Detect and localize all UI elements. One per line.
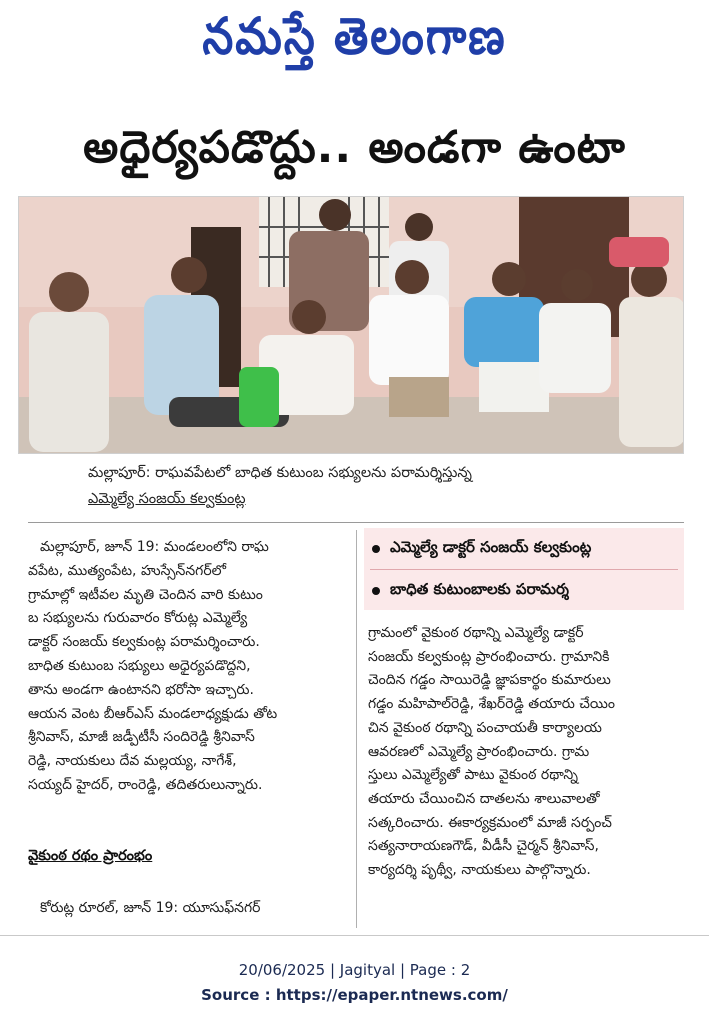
article-line: సత్కరించారు. ఈకార్యక్రమంలో మాజీ సర్పంచ్ [368, 814, 612, 831]
headline [0, 118, 709, 188]
article-line: చిన వైకుంఠ రథాన్ని పంచాయతీ కార్యాలయ [368, 719, 602, 736]
masthead-logo [0, 8, 709, 78]
article-line: బ సభ్యులను గురువారం కోరుట్ల ఎమ్మెల్యే [28, 610, 248, 627]
article-line: గ్రామంలో వైకుంఠ రథాన్ని ఎమ్మెల్యే డాక్టర్ [368, 625, 584, 641]
article-line: కార్యదర్శి పృథ్వీ, నాయకులు పాల్గొన్నారు. [368, 862, 591, 879]
highlight-box [364, 528, 684, 610]
page-footer [0, 958, 709, 1008]
footer-date-edition: 20/06/2025 | Jagityal | Page : 2 [238, 961, 471, 979]
article-second-story-start: కోరుట్ల రూరల్, జూన్ 19: యూసుఫ్‌నగర్ [40, 900, 261, 916]
article-line: స్తులు ఎమ్మెల్యేతో పాటు వైకుంఠ రథాన్ని [368, 767, 578, 784]
highlight-item [364, 570, 684, 611]
bullet-icon [372, 545, 380, 553]
highlight-item [364, 528, 684, 569]
article-line: వపేట, ముత్యంపేట, హుస్సేన్‌నగర్‌లో [28, 562, 227, 579]
highlight-text: ఎమ్మెల్యే డాక్టర్ సంజయ్ కల్వకుంట్ల [390, 537, 592, 556]
article-line: రెడ్డి, నాయకులు దేవ మల్లయ్య, నాగేశ్, [28, 753, 237, 770]
article-line: గడ్డం మహిపాల్‌రెడ్డి, శేఖర్‌రెడ్డి తయారు చేయిం [368, 696, 616, 713]
column-divider [356, 530, 357, 928]
article-line: సంజయ్ కల్వకుంట్ల ప్రారంభించారు. గ్రామానికి [368, 648, 610, 665]
divider-bottom [0, 935, 709, 936]
article-line: బాధిత కుటుంబ సభ్యులు అధైర్యపడొద్దని, [28, 657, 251, 674]
article-column-right [368, 622, 686, 883]
article-line: గ్రామాల్లో ఇటీవల మృతి చెందిన వారి కుటుం [28, 586, 263, 603]
divider-top [28, 522, 684, 523]
article-line: తాను అండగా ఉంటానని భరోసా ఇచ్చారు. [28, 681, 254, 698]
article-column-left [28, 536, 344, 798]
article-line: ఆయన వెంట బీఆర్ఎస్ మండలాధ్యక్షుడు తోట [28, 705, 278, 722]
article-line: చెందిన గడ్డం సాయిరెడ్డి జ్ఞాపకార్థం కుమారులు [368, 672, 611, 689]
article-line: సత్యనారాయణగౌడ్, వీడీసీ చైర్మన్ శ్రీనివాస్, [368, 838, 599, 855]
subheading: వైకుంఠ రథం ప్రారంభం [28, 848, 153, 864]
bullet-icon [372, 587, 380, 595]
article-line: సయ్యద్ హైదర్, రాంరెడ్డి, తదితరులున్నారు. [28, 776, 263, 793]
headline-text: అధైర్యపడొద్దు.. అండగా ఉంటా [83, 122, 626, 173]
article-line: ఆవరణలో ఎమ్మెల్యే ప్రారంభించారు. గ్రామ [368, 743, 590, 760]
photo-caption [88, 460, 648, 512]
caption-line-1: మల్లాపూర్: రాఘవపేటలో బాధిత కుటుంబ సభ్యులను పరామర్శిస్తున్న [88, 465, 472, 481]
news-photo [18, 196, 684, 454]
highlight-text: బాధిత కుటుంబాలకు పరామర్శ [390, 579, 569, 598]
masthead-title: నమస్తే తెలంగాణ [202, 7, 507, 66]
footer-source-link[interactable]: Source : https://epaper.ntnews.com/ [201, 986, 508, 1004]
article-line: డాక్టర్ సంజయ్ కల్వకుంట్ల పరామర్శించారు. [28, 634, 260, 651]
article-line: శ్రీనివాస్, మాజీ జడ్పీటీసీ సందిరెడ్డి శ్రీనివాస్ [28, 729, 255, 746]
article-line: మల్లాపూర్, జూన్ 19: మండలంలోని రాఘ [40, 539, 269, 555]
article-line: తయారు చేయించిన దాతలను శాలువాలతో [368, 790, 600, 807]
caption-line-2: ఎమ్మెల్యే సంజయ్ కల్వకుంట్ల [88, 491, 246, 507]
